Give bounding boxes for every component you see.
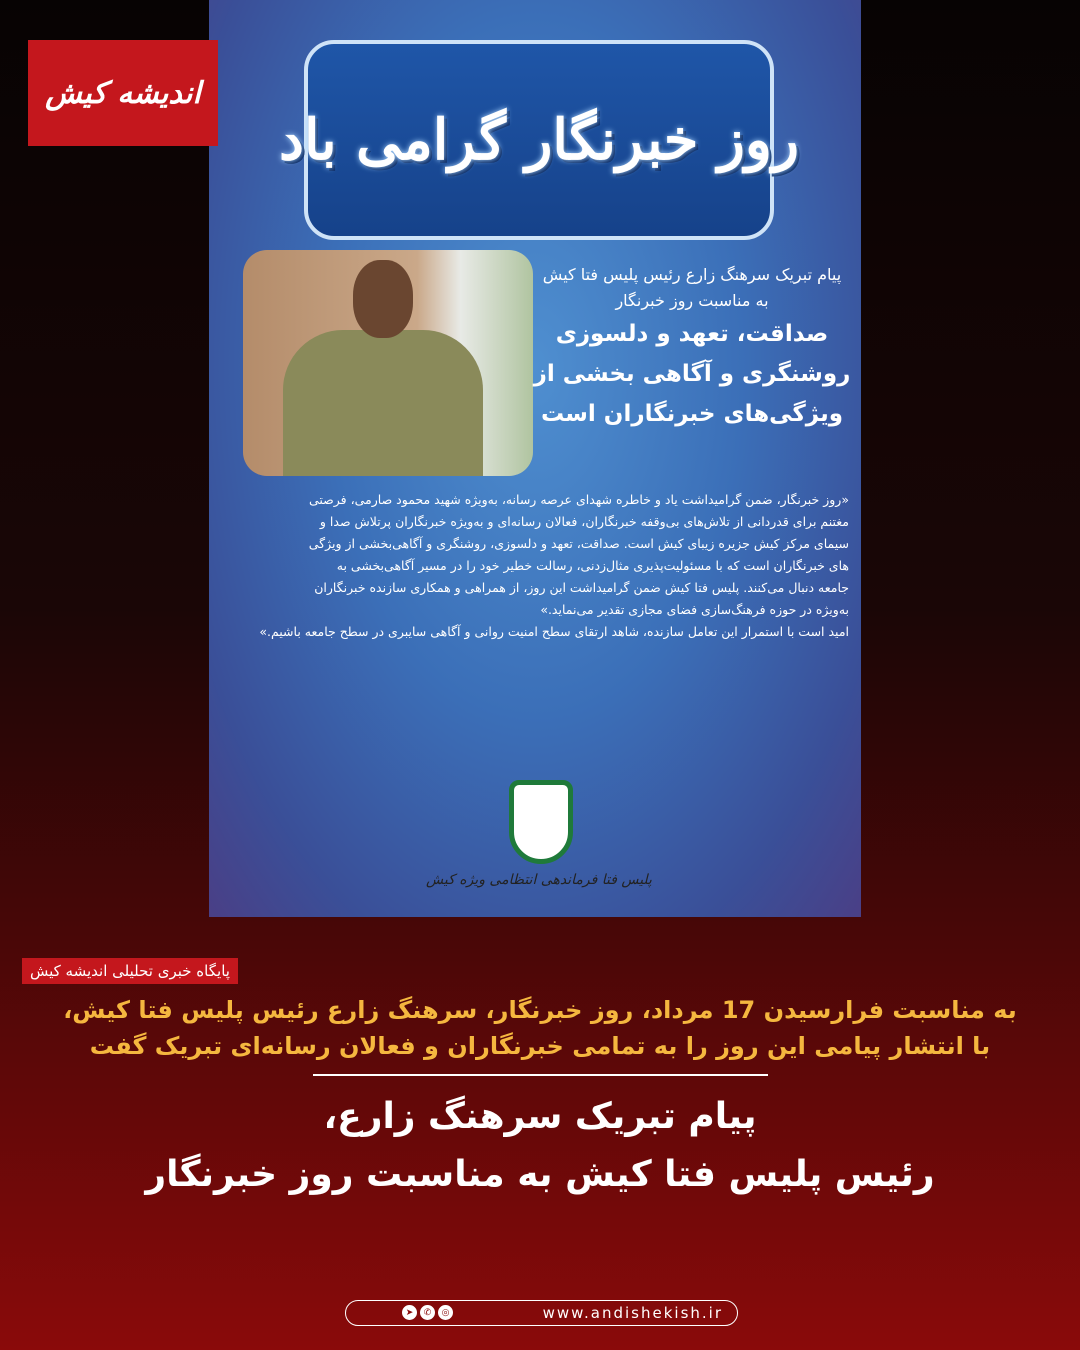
headline-line: روشنگری و آگاهی بخشی از [533, 361, 851, 387]
body-line: مغتنم برای قدردانی از تلاش‌های بی‌وقفه خبرنگاران، فعالان رسانه‌ای و به‌ویژه خبرنگاران پرتلاش صدا و [319, 514, 849, 529]
instagram-icon[interactable]: ◎ [438, 1305, 453, 1320]
caption-block [30, 992, 1050, 1204]
lead-text [30, 992, 1050, 1064]
intro-line: به مناسبت روز خبرنگار [615, 291, 769, 310]
poster-image [209, 0, 861, 917]
seal-caption: پلیس فتا فرماندهی انتظامی ویژه کیش [426, 872, 652, 888]
logo-text: اندیشه کیش [45, 75, 201, 111]
intro-line: پیام تبریک سرهنگ زارع رئیس پلیس فتا کیش [542, 265, 842, 284]
banner-text: روز خبرنگار گرامی باد [278, 107, 800, 173]
body-line: جامعه دنبال می‌کنند. پلیس فتا کیش ضمن گرامیداشت این روز، از همراهی و همکاری سازنده خبرنگاران [314, 580, 849, 595]
body-line: سیمای مرکز کیش جزیره زیبای کیش است. صداقت، تعهد و دلسوزی، روشنگری و آگاهی‌بخشی از ویژگی [308, 536, 849, 551]
footer-bar [345, 1300, 738, 1326]
body-line: به‌ویژه در حوزه فرهنگ‌سازی فضای مجازی تقدیر می‌نماید.» [540, 602, 849, 617]
divider [313, 1074, 768, 1076]
body-line: «روز خبرنگار، ضمن گرامیداشت یاد و خاطره شهدای عرصه رسانه، به‌ویژه شهید محمود صارمی، فرصتی [308, 492, 849, 507]
source-tag: پایگاه خبری تحلیلی اندیشه کیش [22, 958, 238, 984]
site-logo [28, 40, 218, 146]
message-body [221, 490, 849, 644]
website-link[interactable]: www.andishekish.ir [542, 1304, 723, 1322]
cyber-police-seal-icon [509, 780, 573, 864]
calligraphy-banner [278, 40, 800, 240]
lead-line: با انتشار پیامی این روز را به تمامی خبرنگاران و فعالان رسانه‌ای تبریک گفت [89, 1032, 991, 1060]
body-line: امید است با استمرار این تعامل سازنده، شاهد ارتقای سطح امنیت روانی و آگاهی سایبری در سطح جامعه باشیم.» [259, 624, 849, 639]
body-line: های خبرنگاران است که با مسئولیت‌پذیری مثال‌زدنی، رسالت خطیر خود را در مسیر آگاهی‌بخشی به [336, 558, 849, 573]
lead-line: به مناسبت فرارسیدن 17 مرداد، روز خبرنگار، سرهنگ زارع رئیس پلیس فتا کیش، [63, 996, 1017, 1024]
officer-photo [243, 250, 533, 476]
title-line: رئیس پلیس فتا کیش به مناسبت روز خبرنگار [145, 1154, 935, 1195]
headline-line: صداقت، تعهد و دلسوزی [555, 321, 829, 347]
telegram-icon[interactable]: ➤ [402, 1305, 417, 1320]
whatsapp-icon[interactable]: ✆ [420, 1305, 435, 1320]
title-line: پیام تبریک سرهنگ زارع، [323, 1096, 757, 1137]
headline-line: ویژگی‌های خبرنگاران است [540, 401, 844, 427]
main-title [30, 1088, 1050, 1204]
intro-block [533, 262, 851, 434]
